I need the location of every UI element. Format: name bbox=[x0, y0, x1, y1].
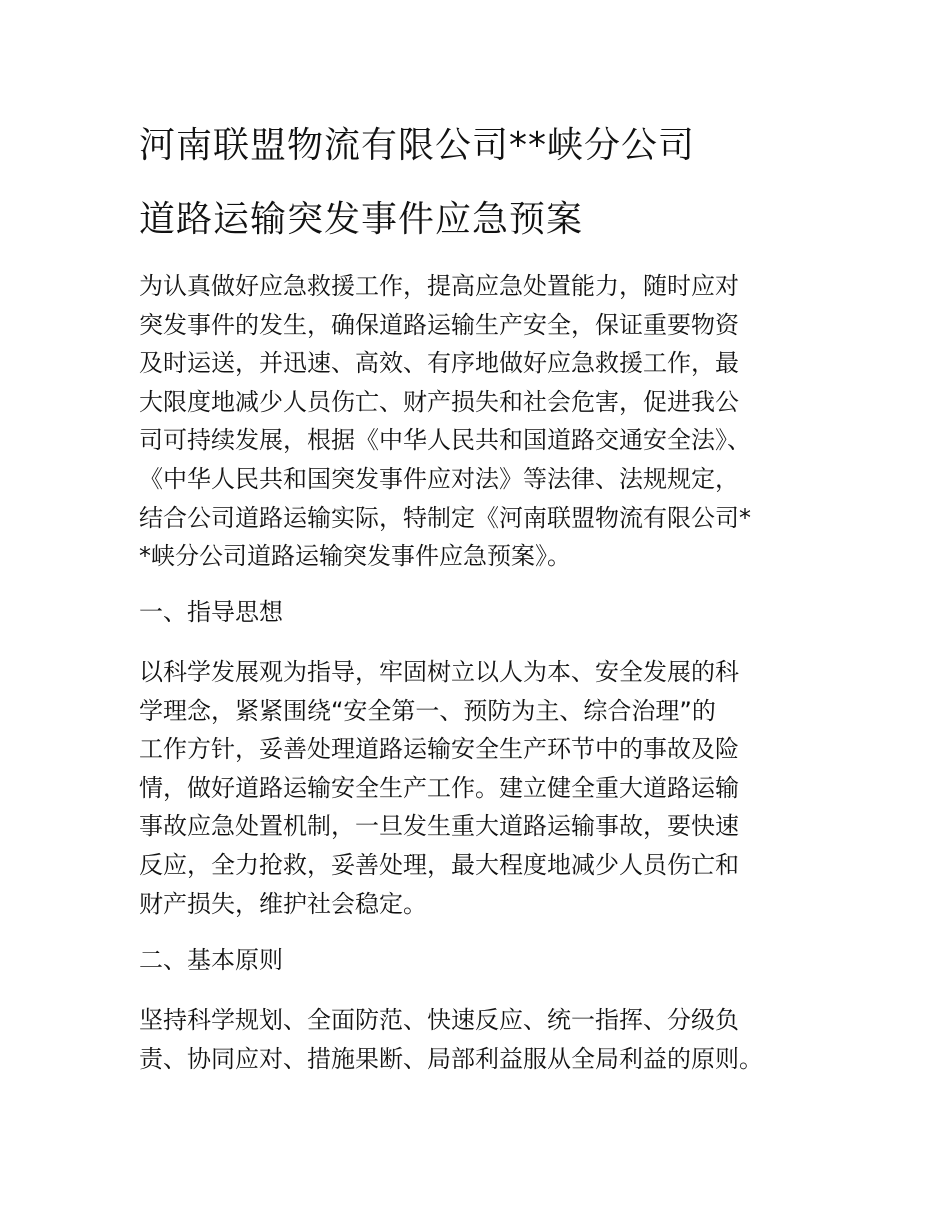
text-line: 事故应急处置机制，一旦发生重大道路运输事故，要快速 bbox=[139, 812, 739, 841]
text-line: 以科学发展观为指导，牢固树立以人为本、安全发展的科 bbox=[139, 658, 739, 686]
text-line: 学理念，紧紧围绕“安全第一、预防为主、综合治理”的 bbox=[139, 696, 716, 725]
text-line: 《中华人民共和国突发事件应对法》等法律、法规规定， bbox=[139, 464, 739, 493]
text-line: *峡分公司道路运输突发事件应急预案》。 bbox=[139, 542, 571, 571]
text-line: 为认真做好应急救援工作，提高应急处置能力，随时应对 bbox=[139, 272, 739, 300]
text-line: 结合公司道路运输实际，特制定《河南联盟物流有限公司* bbox=[139, 503, 751, 532]
section-heading-text: 一、指导思想 bbox=[139, 598, 283, 626]
intro-paragraph bbox=[139, 267, 819, 576]
section-heading-basic-principles bbox=[139, 941, 819, 980]
text-line: 反应，全力抢救，妥善处理，最大程度地减少人员伤亡和 bbox=[139, 850, 739, 879]
text-line: 大限度地减少人员伤亡、财产损失和社会危害，促进我公 bbox=[139, 387, 739, 416]
basic-principles-paragraph bbox=[139, 1001, 819, 1078]
text-line: 财产损失，维护社会稳定。 bbox=[139, 889, 427, 918]
text-line: 坚持科学规划、全面防范、快速反应、统一指挥、分级负 bbox=[139, 1006, 739, 1034]
section-heading-guiding-ideology bbox=[139, 593, 819, 632]
guiding-ideology-paragraph bbox=[139, 653, 819, 923]
text-line: 司可持续发展，根据《中华人民共和国道路交通安全法》、 bbox=[139, 426, 751, 455]
document-title-line-2: 道路运输突发事件应急预案 bbox=[139, 199, 584, 240]
document-title-line-1: 河南联盟物流有限公司**峡分公司 bbox=[139, 125, 696, 166]
section-heading-text: 二、基本原则 bbox=[139, 946, 283, 974]
text-line: 情，做好道路运输安全生产工作。建立健全重大道路运输 bbox=[139, 773, 739, 802]
text-line: 及时运送，并迅速、高效、有序地做好应急救援工作，最 bbox=[139, 349, 739, 378]
text-line: 工作方针，妥善处理道路运输安全生产环节中的事故及险 bbox=[139, 735, 739, 764]
text-line: 责、协同应对、措施果断、局部利益服从全局利益的原则。 bbox=[139, 1044, 763, 1073]
text-line: 突发事件的发生，确保道路运输生产安全，保证重要物资 bbox=[139, 310, 739, 339]
